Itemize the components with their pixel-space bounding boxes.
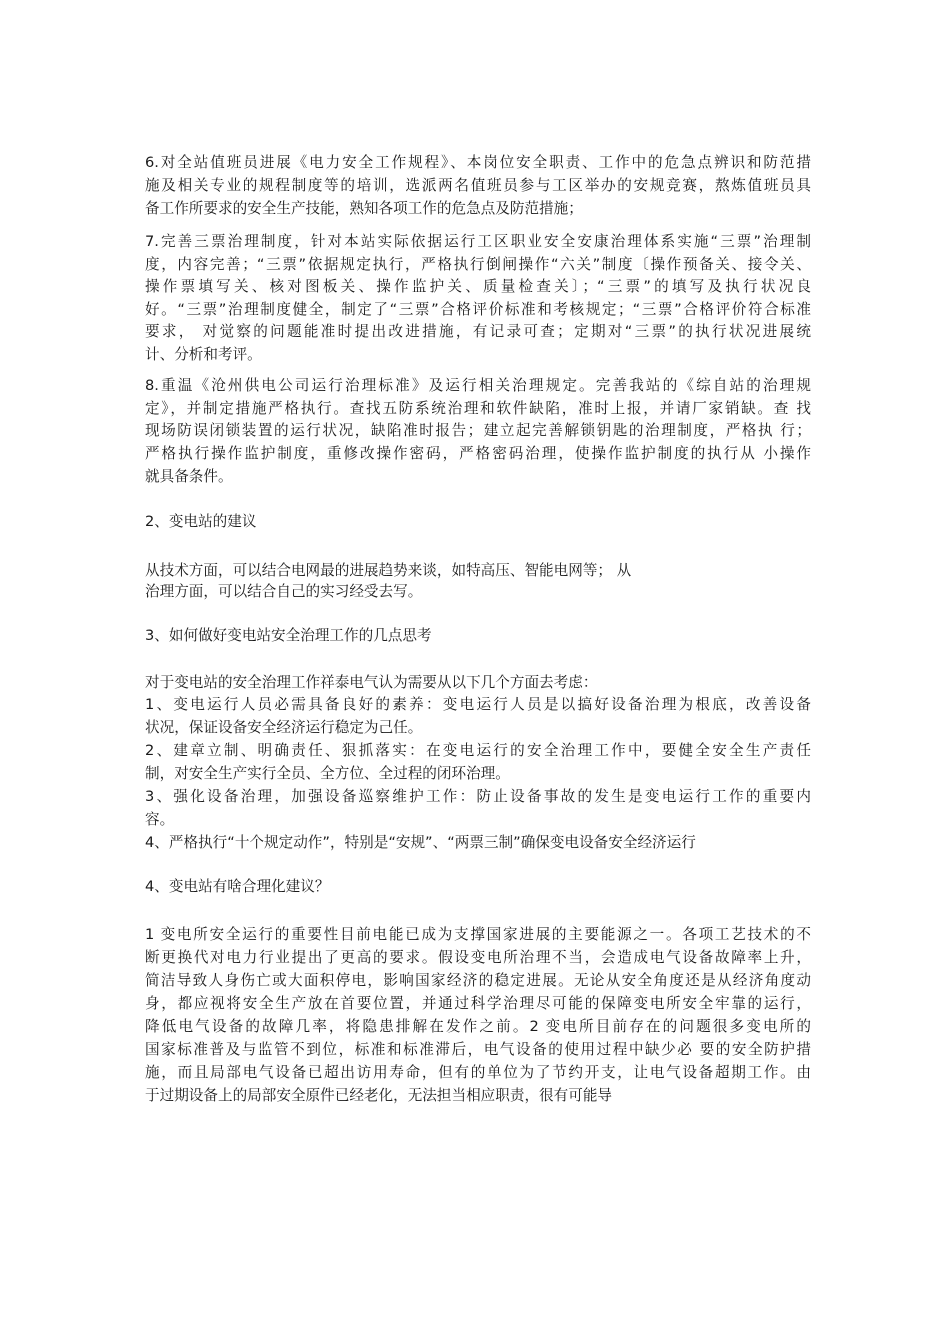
text-line: 2、建章立制、明确责任、狠抓落实：在变电运行的安全治理工作中，要健全安全生产责任	[145, 742, 811, 759]
text-line: 就具备条件。	[145, 468, 233, 485]
text-line: 施，而且局部电气设备已超出访用寿命，但有的单位为了节约开支，让电气设备超期工作。由	[145, 1064, 811, 1081]
text-line: 好。“三票”治理制度健全，制定了“三票”合格评价标准和考核规定；“三票”合格评价符合标准	[145, 301, 811, 318]
text-line: 简洁导致人身伤亡或大面积停电，影响国家经济的稳定进展。无论从安全角度还是从经济角度动	[145, 972, 811, 989]
text-line: 于过期设备上的局部安全原件已经老化，无法担当相应职责，很有可能导	[145, 1087, 613, 1104]
text-line: 操作票填写关、核对图板关、操作监护关、质量检查关〕；“三票”的填写及执行状况良	[145, 278, 811, 295]
text-line: 定》，并制定措施严格执行。查找五防系统治理和软件缺陷，准时上报，并请厂家销缺。查 找	[145, 400, 811, 417]
section-heading-3: 3、如何做好变电站安全治理工作的几点思考	[145, 627, 432, 644]
text-line: 8.重温《沧州供电公司运行治理标准》及运行相关治理规定。完善我站的《综自站的治理规	[145, 377, 811, 394]
text-line: 制，对安全生产实行全员、全方位、全过程的闭环治理。	[145, 765, 510, 782]
text-line: 国家标准普及与监管不到位，标准和标准滞后，电气设备的使用过程中缺少必 要的安全防护措	[145, 1041, 811, 1058]
text-line: 身，都应视将安全生产放在首要位置，并通过科学治理尽可能的保障变电所安全牢靠的运行，	[145, 995, 811, 1012]
text-line: 7.完善三票治理制度，针对本站实际依据运行工区职业安全安康治理体系实施“三票”治理制	[145, 233, 811, 250]
text-line: 1 变电所安全运行的重要性目前电能已成为支撑国家进展的主要能源之一。各项工艺技术的不	[145, 926, 811, 943]
text-line: 备工作所要求的安全生产技能，熟知各项工作的危急点及防范措施；	[145, 200, 583, 217]
text-line: 4、严格执行“十个规定动作”，特别是“安规”、“两票三制”确保变电设备安全经济运行	[145, 834, 696, 851]
text-line: 现场防误闭锁装置的运行状况，缺陷准时报告；建立起完善解锁钥匙的治理制度，严格执 行；	[145, 422, 811, 439]
text-line: 度，内容完善；“三票”依据规定执行，严格执行倒闸操作“六关”制度〔操作预备关、接令关、	[145, 256, 811, 273]
text-line: 容。	[145, 811, 175, 828]
section-heading-4: 4、变电站有啥合理化建议？	[145, 878, 330, 895]
section-heading-2: 2、变电站的建议	[145, 513, 257, 530]
text-line: 断更换代对电力行业提出了更高的要求。假设变电所治理不当，会造成电气设备故障率上升，	[145, 949, 811, 966]
text-line: 降低电气设备的故障几率，将隐患排解在发作之前。2 变电所目前存在的问题很多变电所的	[145, 1018, 811, 1035]
text-line: 从技术方面，可以结合电网最的进展趋势来谈，如特高压、智能电网等； 从	[145, 562, 632, 579]
text-line: 计、分析和考评。	[145, 346, 262, 363]
text-line: 严格执行操作监护制度，重修改操作密码，严格密码治理，使操作监护制度的执行从 小操作	[145, 445, 811, 462]
text-line: 状况，保证设备安全经济运行稳定为己任。	[145, 719, 423, 736]
text-line: 施及相关专业的规程制度等的培训，选派两名值班员参与工区举办的安规竞赛，熬炼值班员具	[145, 177, 811, 194]
text-line: 3、强化设备治理，加强设备巡察维护工作：防止设备事故的发生是变电运行工作的重要内	[145, 788, 811, 805]
text-line: 对于变电站的安全治理工作祥泰电气认为需要从以下几个方面去考虑：	[145, 674, 598, 691]
text-line: 治理方面，可以结合自己的实习经受去写。	[145, 583, 423, 600]
text-line: 1、变电运行人员必需具备良好的素养：变电运行人员是以搞好设备治理为根底，改善设备	[145, 696, 811, 713]
text-line: 6.对全站值班员进展《电力安全工作规程》、本岗位安全职责、工作中的危急点辨识和防范措	[145, 154, 811, 171]
text-line: 要求， 对觉察的问题能准时提出改进措施，有记录可查；定期对“三票”的执行状况进展统	[145, 323, 811, 340]
